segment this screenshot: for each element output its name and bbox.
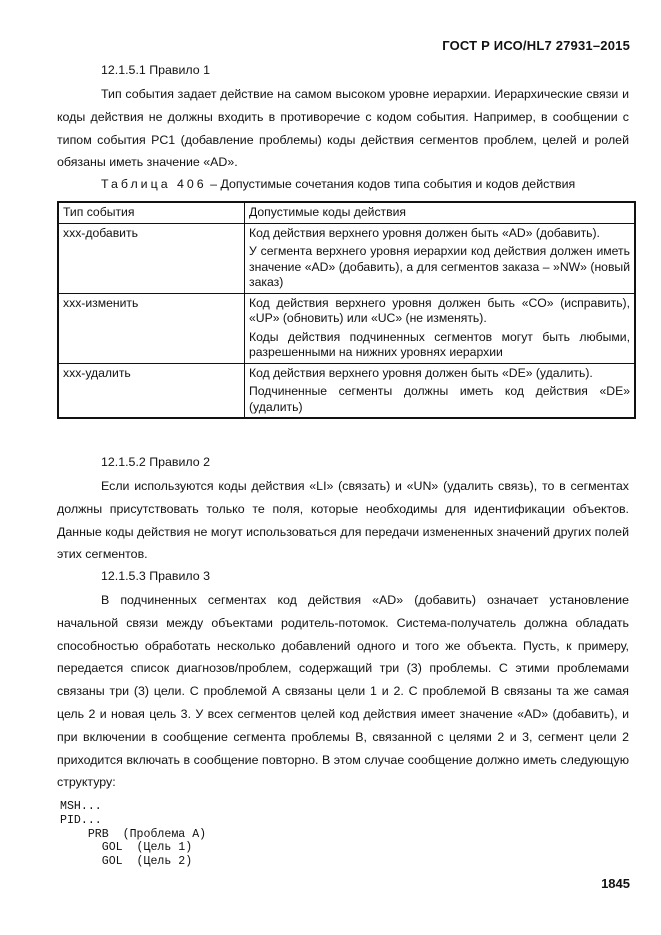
table-caption (101, 177, 575, 191)
code-line: PID... (60, 813, 102, 827)
code-line: PRB (Проблема А) (60, 827, 207, 841)
event-action-table (57, 201, 636, 419)
rule2-paragraph: Если используются коды действия «LI» (связать) и «UN» (удалить связь), то в сегментах должны присутствовать только те поля, которые необходимы для идентификации объектов. Данные коды действия не могут использоваться для передачи измененных значений других полей этих сегментов. (57, 479, 629, 562)
rule2-heading: 12.1.5.2 Правило 2 (101, 455, 211, 469)
code-line: GOL (Цель 2) (60, 855, 193, 869)
table-header-row (58, 202, 635, 223)
event-cell: ххх-добавить (58, 223, 245, 293)
table-row (58, 293, 635, 363)
codes-cell (245, 293, 636, 363)
codes-text: Подчиненные сегменты должны иметь код действия «DE» (удалить) (249, 384, 630, 414)
table-row (58, 223, 635, 293)
codes-text: У сегмента верхнего уровня иерархии код действия должен иметь значение «AD» (добавить), а для сегментов заказа – »NW» (новый заказ) (249, 244, 630, 289)
codes-text: Коды действия подчиненных сегментов могут быть любыми, разрешенными на нижних уровнях иерархии (249, 329, 630, 359)
event-cell: ххх-изменить (58, 293, 245, 363)
message-structure-code (60, 800, 206, 869)
event-cell: ххх-удалить (58, 363, 245, 418)
table-caption-text: – Допустимые сочетания кодов типа события и кодов действия (206, 177, 576, 191)
header-action-codes: Допустимые коды действия (245, 202, 636, 223)
header-event-type: Тип события (58, 202, 245, 223)
codes-text: Код действия верхнего уровня должен быть «AD» (добавить). (249, 225, 600, 240)
table-caption-number: Таблица 406 (101, 177, 207, 191)
codes-text: Код действия верхнего уровня должен быть «CO» (исправить), «UP» (обновить) или «UC» (не изменять). (249, 295, 630, 325)
rule1-paragraph: Тип события задает действие на самом высоком уровне иерархии. Иерархические связи и коды действия не должны входить в противоречие с кодом события. Например, в сообщении с типом события PC1 (добавление проблемы) коды действия сегментов проблем, целей и ролей обязаны иметь значение «AD». (57, 87, 629, 170)
rule3-paragraph: В подчиненных сегментах код действия «AD» (добавить) означает установление начальной связи между объектами родитель-потомок. Система-получатель должна обладать способностью обработать несколько добавлений одного и того же объекта. Пусть, к примеру, передается список диагнозов/проблем, содержащий три (3) проблемы. С этими проблемами связаны три (3) цели. С проблемой А связаны цели 1 и 2. С проблемой В связаны та же самая цель 2 и новая цель 3. У всех сегментов целей код действия имеет значение «AD» (добавить), и при включении в сообщение сегмента проблемы В, связанной с целями 2 и 3, сегмент цели 2 приходится включать в сообщение повторно. В этом случае сообщение должно иметь следующую структуру: (57, 593, 629, 790)
code-line: GOL (Цель 1) (60, 841, 193, 855)
standard-header: ГОСТ Р ИСО/HL7 27931–2015 (442, 38, 630, 53)
rule3-heading: 12.1.5.3 Правило 3 (101, 569, 211, 583)
table-row (58, 363, 635, 418)
codes-text: Код действия верхнего уровня должен быть «DE» (удалить). (249, 365, 593, 380)
rule1-heading: 12.1.5.1 Правило 1 (101, 63, 211, 77)
codes-cell (245, 363, 636, 418)
page-number: 1845 (601, 876, 630, 891)
code-line: MSH... (60, 800, 102, 813)
codes-cell (245, 223, 636, 293)
